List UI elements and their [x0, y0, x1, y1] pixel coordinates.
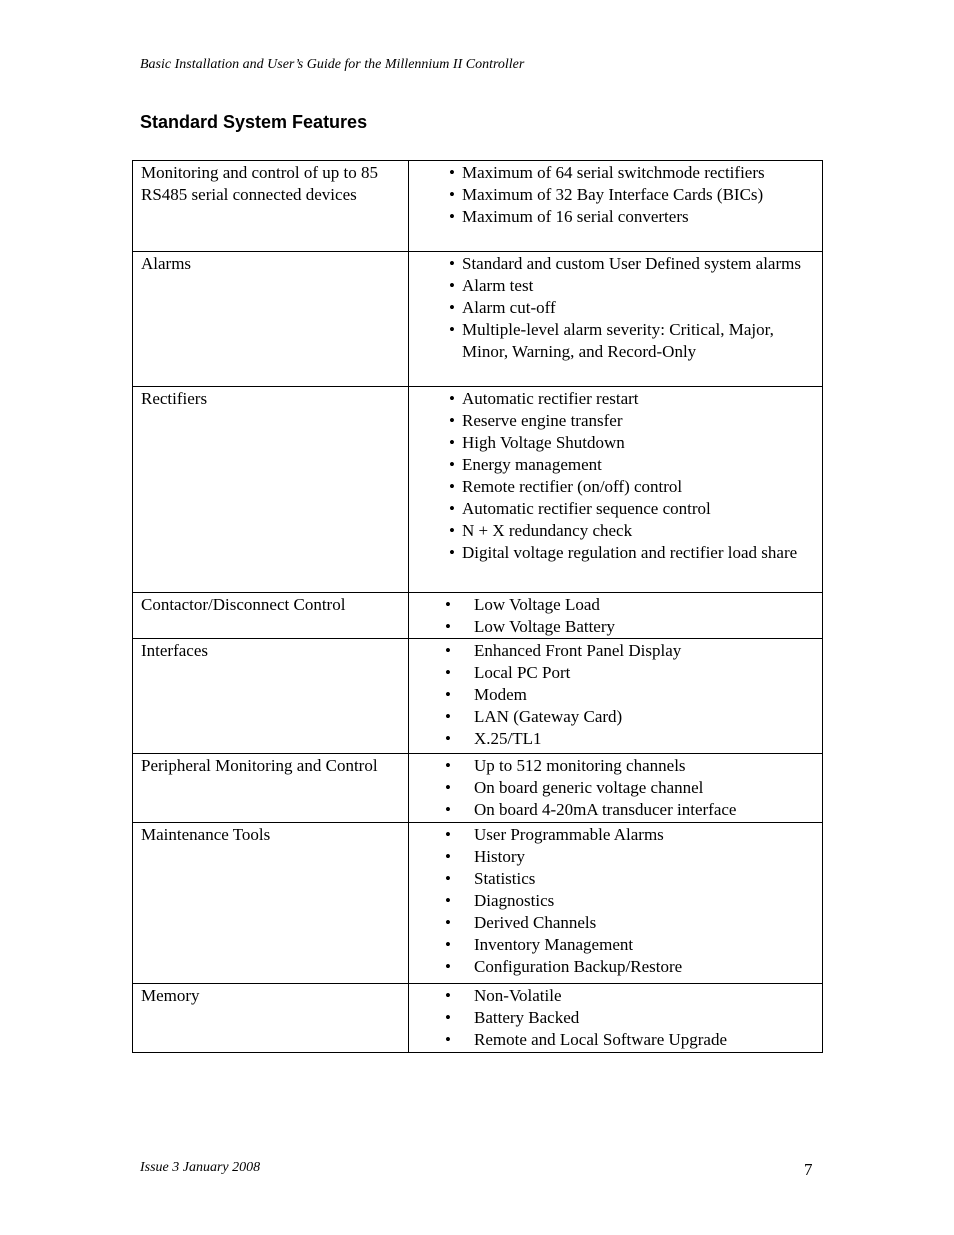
list-item: • Digital voltage regulation and rectifier load share	[449, 543, 798, 562]
list-item: • Automatic rectifier restart	[449, 389, 639, 408]
list-item: • Inventory Management	[445, 935, 634, 954]
bullet-icon: •	[445, 891, 451, 910]
list-item: • Modem	[445, 685, 527, 704]
list-item: • Alarm test	[449, 276, 534, 295]
category-cell: Rectifiers	[133, 387, 409, 593]
bullet-icon: •	[449, 499, 455, 518]
features-table	[132, 160, 823, 1053]
bullet-icon: •	[449, 185, 455, 204]
bullet-icon: •	[445, 663, 451, 682]
bullet-icon: •	[445, 1008, 451, 1027]
category-cell: Peripheral Monitoring and Control	[133, 754, 409, 823]
bullet-icon: •	[449, 298, 455, 317]
list-item: • X.25/TL1	[445, 729, 542, 748]
bullet-icon: •	[445, 957, 451, 976]
list-item: • High Voltage Shutdown	[449, 433, 625, 452]
bullet-icon: •	[449, 521, 455, 540]
table-row	[133, 161, 823, 252]
category-cell: Interfaces	[133, 639, 409, 754]
bullet-icon: •	[445, 685, 451, 704]
category-cell: Memory	[133, 984, 409, 1053]
table-row	[133, 754, 823, 823]
list-item: • Non-Volatile	[445, 986, 562, 1005]
bullet-icon: •	[445, 935, 451, 954]
feature-list	[409, 162, 822, 228]
table-row	[133, 593, 823, 639]
list-item: • Multiple-level alarm severity: Critical, Major, Minor, Warning, and Record-Only	[449, 320, 774, 361]
feature-list	[409, 388, 822, 564]
bullet-icon: •	[449, 163, 455, 182]
list-item: • Local PC Port	[445, 663, 571, 682]
feature-list	[409, 985, 822, 1051]
bullet-icon: •	[445, 778, 451, 797]
list-item: • User Programmable Alarms	[445, 825, 664, 844]
bullet-icon: •	[449, 276, 455, 295]
list-item: • Enhanced Front Panel Display	[445, 641, 682, 660]
running-header: Basic Installation and User’s Guide for the Millennium II Controller	[140, 57, 525, 72]
list-item: • On board 4-20mA transducer interface	[445, 800, 737, 819]
bullet-icon: •	[445, 707, 451, 726]
bullet-icon: •	[449, 543, 455, 562]
bullet-icon: •	[449, 477, 455, 496]
bullet-icon: •	[449, 320, 455, 339]
table-row	[133, 639, 823, 754]
bullet-icon: •	[449, 455, 455, 474]
bullet-icon: •	[445, 756, 451, 775]
list-item: • N + X redundancy check	[449, 521, 633, 540]
bullet-icon: •	[445, 617, 451, 636]
list-item: • Maximum of 64 serial switchmode rectifiers	[449, 163, 765, 182]
list-item: • Diagnostics	[445, 891, 555, 910]
bullet-icon: •	[445, 641, 451, 660]
bullet-icon: •	[449, 389, 455, 408]
list-item: • LAN (Gateway Card)	[445, 707, 623, 726]
bullet-icon: •	[445, 825, 451, 844]
bullet-icon: •	[445, 1030, 451, 1049]
bullet-icon: •	[445, 729, 451, 748]
bullet-icon: •	[449, 254, 455, 273]
list-item: • Statistics	[445, 869, 536, 888]
list-item: • On board generic voltage channel	[445, 778, 704, 797]
section-title: Standard System Features	[140, 112, 368, 132]
list-item: • Maximum of 32 Bay Interface Cards (BICs)	[449, 185, 764, 204]
list-item: • Low Voltage Battery	[445, 617, 616, 636]
list-item: • Up to 512 monitoring channels	[445, 756, 686, 775]
list-item: • Maximum of 16 serial converters	[449, 207, 689, 226]
list-item: • Automatic rectifier sequence control	[449, 499, 711, 518]
bullet-icon: •	[445, 913, 451, 932]
bullet-icon: •	[445, 986, 451, 1005]
feature-list	[409, 755, 822, 821]
category-cell: Contactor/Disconnect Control	[133, 593, 409, 639]
category-cell: Maintenance Tools	[133, 823, 409, 984]
bullet-icon: •	[445, 800, 451, 819]
category-cell: Monitoring and control of up to 85 RS485 serial connected devices	[133, 161, 409, 252]
feature-list	[409, 253, 822, 363]
bullet-icon: •	[445, 869, 451, 888]
page-number: 7	[804, 1160, 813, 1179]
list-item: • Battery Backed	[445, 1008, 580, 1027]
feature-list	[409, 640, 822, 750]
list-item: • Alarm cut-off	[449, 298, 556, 317]
list-item: • Standard and custom User Defined system alarms	[449, 254, 801, 273]
table-row	[133, 387, 823, 593]
list-item: • Remote rectifier (on/off) control	[449, 477, 683, 496]
table-row	[133, 984, 823, 1053]
list-item: • Remote and Local Software Upgrade	[445, 1030, 728, 1049]
bullet-icon: •	[449, 411, 455, 430]
list-item: • Energy management	[449, 455, 602, 474]
category-cell: Alarms	[133, 252, 409, 387]
list-item: • Reserve engine transfer	[449, 411, 623, 430]
bullet-icon: •	[449, 207, 455, 226]
list-item: • Configuration Backup/Restore	[445, 957, 683, 976]
bullet-icon: •	[449, 433, 455, 452]
bullet-icon: •	[445, 595, 451, 614]
table-row	[133, 823, 823, 984]
list-item: • Low Voltage Load	[445, 595, 600, 614]
list-item: • History	[445, 847, 525, 866]
bullet-icon: •	[445, 847, 451, 866]
feature-list	[409, 594, 822, 638]
feature-list	[409, 824, 822, 978]
list-item: • Derived Channels	[445, 913, 597, 932]
table-row	[133, 252, 823, 387]
footer-issue: Issue 3 January 2008	[140, 1160, 261, 1175]
